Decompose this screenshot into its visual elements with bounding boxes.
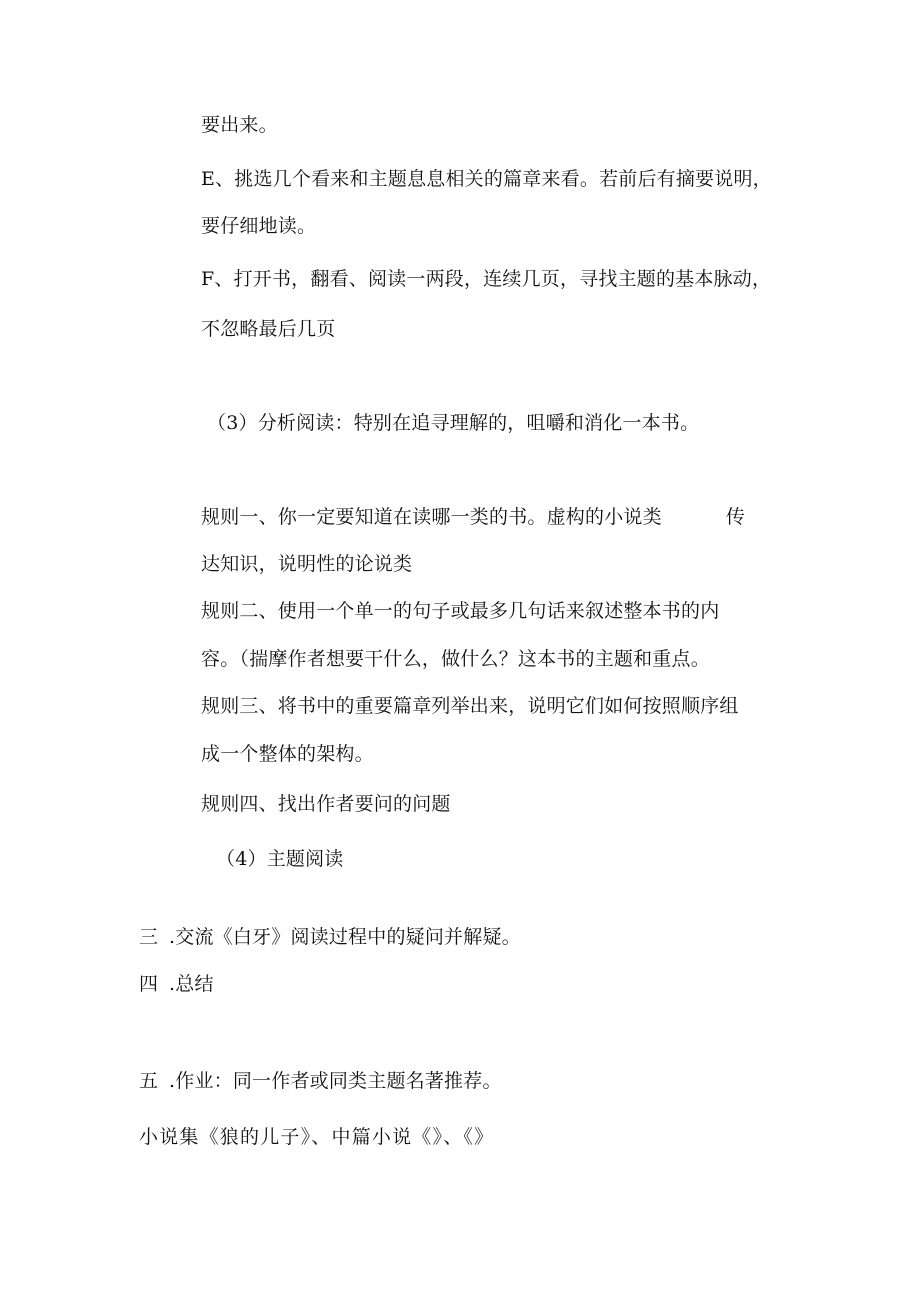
section-4-text: .总结 bbox=[169, 973, 214, 995]
rule1-line1 bbox=[201, 505, 745, 529]
rule4: 规则四、找出作者要问的问题 bbox=[201, 793, 451, 815]
section-5 bbox=[139, 1069, 502, 1093]
section-5-text: .作业：同一作者或同类主题名著推荐。 bbox=[169, 1070, 502, 1092]
analytic-reading-heading: （3）分析阅读：特别在追寻理解的，咀嚼和消化一本书。 bbox=[207, 412, 700, 434]
item-f-line2: 不忽略最后几页 bbox=[201, 318, 336, 340]
rule1-line1-part2: 传 bbox=[725, 506, 746, 528]
rule2-line1: 规则二、使用一个单一的句子或最多几句话来叙述整本书的内 bbox=[201, 600, 720, 622]
section-5-number: 五 bbox=[139, 1070, 159, 1092]
section-3 bbox=[139, 925, 521, 949]
recommended-books: 小说集《狼的儿子》、中篇小说《》、《》 bbox=[139, 1126, 495, 1148]
section-3-number: 三 bbox=[139, 926, 159, 948]
rule3-line2: 成一个整体的架构。 bbox=[201, 743, 374, 765]
section-3-text: .交流《白牙》阅读过程中的疑问并解疑。 bbox=[169, 926, 521, 948]
item-e-line1: E、挑选几个看来和主题息息相关的篇章来看。若前后有摘要说明， bbox=[201, 168, 772, 190]
rule1-line1-part1: 规则一、你一定要知道在读哪一类的书。虚构的小说类 bbox=[201, 506, 662, 528]
para-continuation: 要出来。 bbox=[201, 114, 278, 136]
item-e-line2: 要仔细地读。 bbox=[201, 215, 317, 237]
rule2-line2: 容。（揣摩作者想要干什么，做什么？这本书的主题和重点。 bbox=[201, 648, 710, 670]
rule3-line1: 规则三、将书中的重要篇章列举出来，说明它们如何按照顺序组 bbox=[201, 695, 739, 717]
section-4-number: 四 bbox=[139, 973, 159, 995]
topical-reading-heading: （4）主题阅读 bbox=[216, 848, 344, 870]
rule1-line2: 达知识，说明性的论说类 bbox=[201, 553, 413, 575]
item-f-line1: F、打开书，翻看、阅读一两段，连续几页，寻找主题的基本脉动， bbox=[201, 268, 772, 290]
section-4 bbox=[139, 972, 214, 996]
